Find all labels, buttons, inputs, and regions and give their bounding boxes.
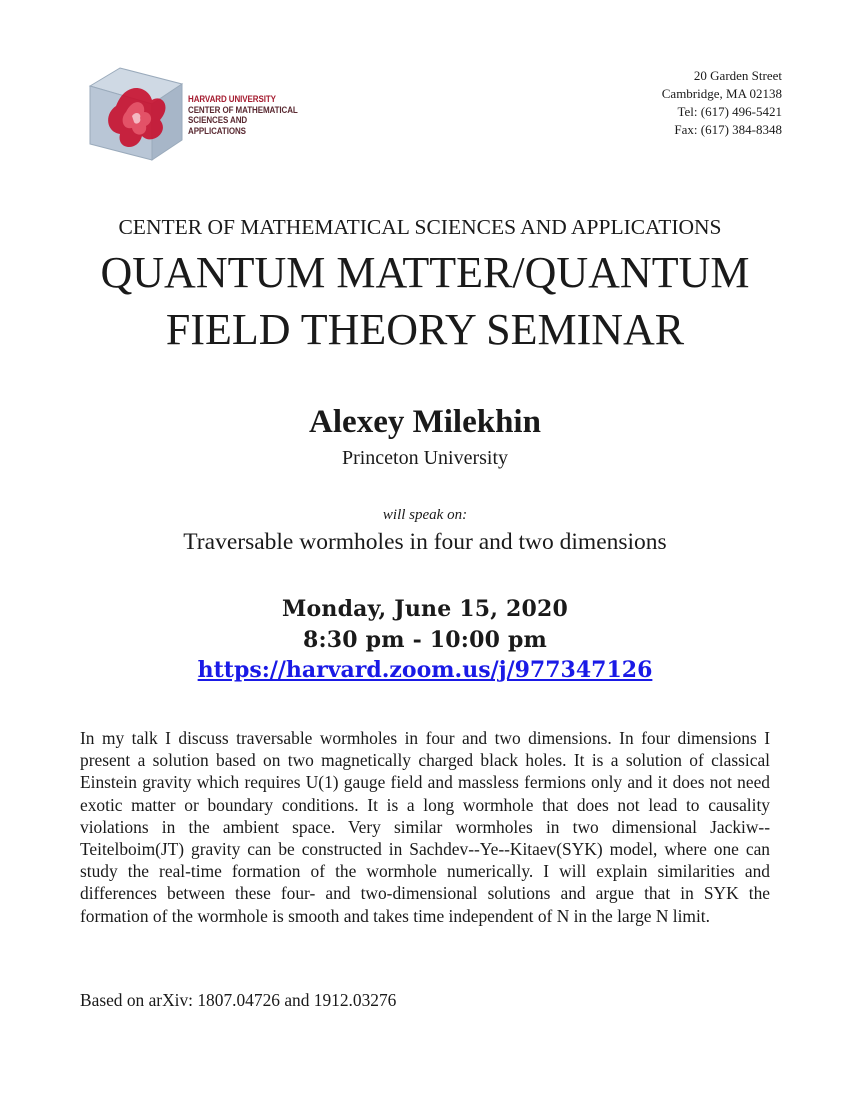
- address-city: Cambridge, MA 02138: [661, 86, 782, 101]
- abstract-text: In my talk I discuss traversable wormholes in four and two dimensions. In four dimensions I present a solution based on two magnetically charged black holes. It is a solution of classical Einstein gravity which requires U(1) gauge field and massless fermions only and it does not need exotic matter or boundary conditions. It is a long wormhole that does not lead to causality violations in the ambient space. Very similar wormholes in two dimensional Jackiw--Teitelboim(JT) gravity can be constructed in Sachdev--Ye--Kitaev(SYK) model, where one can study the real-time formation of the wormhole numerically. I will explain similarities and differences between these four- and two-dimensional solutions and argue that in SYK the formation of the wormhole is smooth and takes time independent of N in the large N limit.: [80, 728, 770, 926]
- zoom-link[interactable]: https://harvard.zoom.us/j/977347126: [197, 657, 653, 683]
- logo-line-university: HARVARD UNIVERSITY: [188, 94, 276, 104]
- will-speak-on: will speak on:: [382, 507, 468, 523]
- speaker-affiliation: Princeton University: [341, 447, 509, 469]
- center-name: CENTER OF MATHEMATICAL SCIENCES AND APPLICATIONS: [118, 215, 722, 239]
- talk-title: Traversable wormholes in four and two dimensions: [183, 529, 667, 555]
- logo-line-center: CENTER OF MATHEMATICAL: [188, 104, 298, 115]
- logo-text: [188, 94, 298, 136]
- seminar-title: [0, 244, 850, 358]
- address-tel: Tel: (617) 496-5421: [677, 104, 782, 119]
- arxiv-references: Based on arXiv: 1807.04726 and 1912.03276: [80, 990, 397, 1010]
- seminar-title-line1: QUANTUM MATTER/QUANTUM: [100, 248, 750, 297]
- address-fax: Fax: (617) 384-8348: [674, 122, 782, 137]
- logo-line-sciences: SCIENCES AND APPLICATIONS: [188, 115, 248, 136]
- cube-with-red-surface-icon: [86, 66, 186, 166]
- address-street: 20 Garden Street: [693, 68, 782, 83]
- speaker-name: Alexey Milekhin: [309, 404, 541, 440]
- talk-date: Monday, June 15, 2020: [281, 596, 569, 622]
- seminar-title-line2: FIELD THEORY SEMINAR: [165, 305, 685, 354]
- cmsa-logo: [86, 66, 316, 166]
- talk-time: 8:30 pm - 10:00 pm: [302, 627, 548, 653]
- address-block: [662, 67, 782, 139]
